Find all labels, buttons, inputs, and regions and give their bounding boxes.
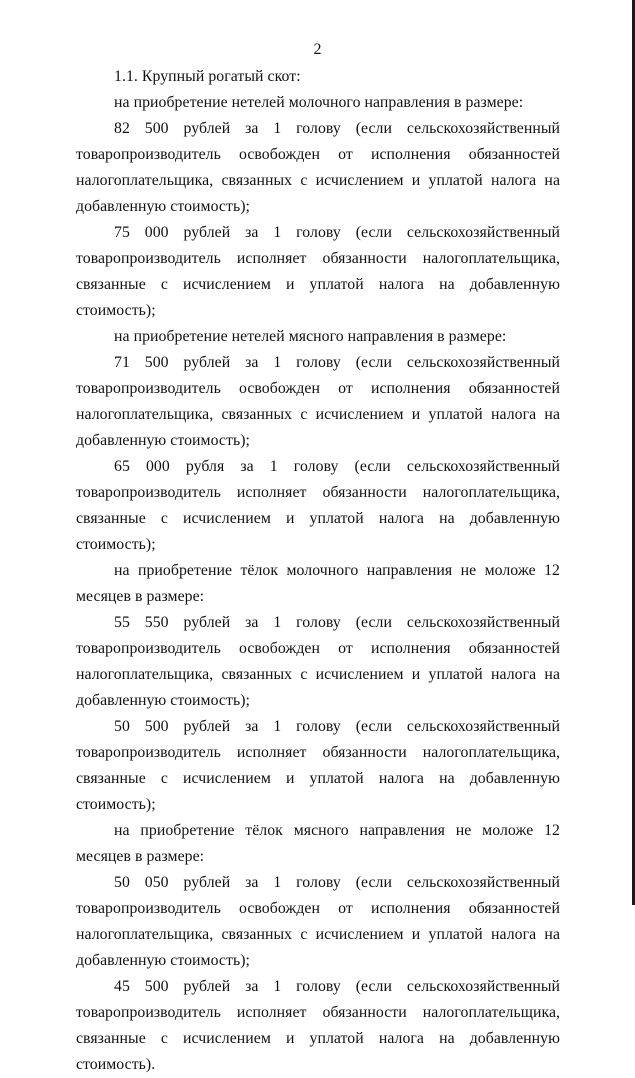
paragraph-dairy-heifers-intro: на приобретение нетелей молочного направления в размере: [114,94,524,111]
paragraph-beef-heifers-intro: на приобретение нетелей мясного направления в размере: [114,328,507,345]
paragraph-dairy-calves-intro: на приобретение тёлок молочного направления не моложе 12 месяцев в размере: [76,562,560,605]
page-number: 2 [313,41,322,58]
paragraph-dairy-calves-exempt: 55 550 рублей за 1 голову (если сельскохозяйственный товаропроизводитель освобожден от исполнения обязанностей налогоплательщика, связанных с исчислением и уплатой налога на добавленную стоимость); [76,614,560,709]
section-heading: 1.1. Крупный рогатый скот: [114,68,301,85]
document-body [76,64,560,1078]
paragraph-dairy-heifers-exempt: 82 500 рублей за 1 голову (если сельскохозяйственный товаропроизводитель освобожден от исполнения обязанностей налогоплательщика, связанных с исчислением и уплатой налога на добавленную стоимость); [76,120,560,215]
paragraph-beef-calves-vat: 45 500 рублей за 1 голову (если сельскохозяйственный товаропроизводитель исполняет обязанности налогоплательщика, связанные с исчислением и уплатой налога на добавленную стоимость). [76,978,560,1073]
paragraph-dairy-heifers-vat: 75 000 рублей за 1 голову (если сельскохозяйственный товаропроизводитель исполняет обязанности налогоплательщика, связанные с исчислением и уплатой налога на добавленную стоимость); [76,224,560,319]
paragraph-dairy-calves-vat: 50 500 рублей за 1 голову (если сельскохозяйственный товаропроизводитель исполняет обязанности налогоплательщика, связанные с исчислением и уплатой налога на добавленную стоимость); [76,718,560,813]
paragraph-beef-calves-intro: на приобретение тёлок мясного направления не моложе 12 месяцев в размере: [76,822,560,865]
paragraph-beef-calves-exempt: 50 050 рублей за 1 голову (если сельскохозяйственный товаропроизводитель освобожден от исполнения обязанностей налогоплательщика, связанных с исчислением и уплатой налога на добавленную стоимость); [76,874,560,969]
paragraph-beef-heifers-exempt: 71 500 рублей за 1 голову (если сельскохозяйственный товаропроизводитель освобожден от исполнения обязанностей налогоплательщика, связанных с исчислением и уплатой налога на добавленную стоимость); [76,354,560,449]
paragraph-beef-heifers-vat: 65 000 рубля за 1 голову (если сельскохозяйственный товаропроизводитель исполняет обязанности налогоплательщика, связанные с исчислением и уплатой налога на добавленную стоимость); [76,458,560,553]
